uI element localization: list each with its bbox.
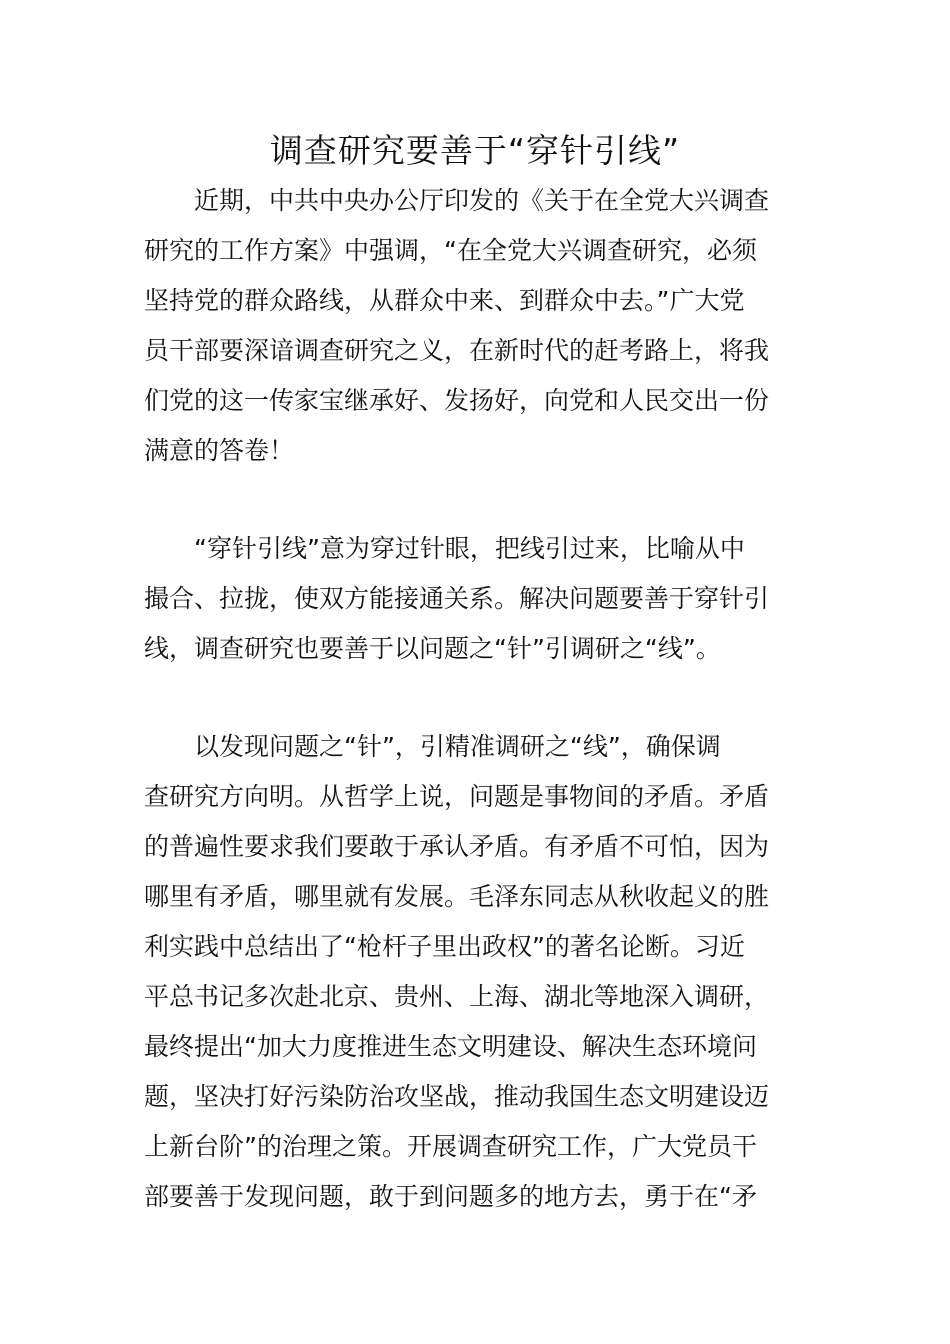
paragraph-line: 撮合、拉拢，使双方能接通关系。解决问题要善于穿针引 [144, 584, 770, 613]
paragraph-line: “穿针引线”意为穿过针眼，把线引过来，比喻从中 [194, 534, 745, 563]
paragraph-1 [144, 176, 814, 476]
paragraph-line: 以发现问题之“针”，引精准调研之“线”，确保调 [194, 732, 721, 761]
paragraph-line: 利实践中总结出了“枪杆子里出政权”的著名论断。习近 [144, 932, 745, 961]
document-title: 调查研究要善于“穿针引线” [269, 131, 681, 170]
paragraph-line: 们党的这一传家宝继承好、发扬好，向党和人民交出一份 [144, 386, 770, 415]
paragraph-line: 线，调查研究也要善于以问题之“针”引调研之“线”。 [144, 634, 721, 663]
paragraph-line: 上新台阶”的治理之策。开展调查研究工作，广大党员干 [144, 1132, 757, 1161]
paragraph-3 [144, 722, 814, 1222]
paragraph-line: 部要善于发现问题，敢于到问题多的地方去，勇于在“矛 [144, 1182, 757, 1211]
paragraph-line: 研究的工作方案》中强调，“在全党大兴调查研究，必须 [144, 236, 757, 265]
paragraph-line: 坚持党的群众路线，从群众中来、到群众中去。”广大党 [144, 286, 745, 315]
paragraph-line: 平总书记多次赴北京、贵州、上海、湖北等地深入调研， [144, 982, 770, 1011]
paragraph-line: 的普遍性要求我们要敢于承认矛盾。有矛盾不可怕，因为 [144, 832, 770, 861]
paragraph-line: 满意的答卷！ [144, 436, 295, 465]
paragraph-line: 题，坚决打好污染防治攻坚战，推动我国生态文明建设迈 [144, 1082, 770, 1111]
paragraph-line: 哪里有矛盾，哪里就有发展。毛泽东同志从秋收起义的胜 [144, 882, 770, 911]
paragraph-line: 查研究方向明。从哲学上说，问题是事物间的矛盾。矛盾 [144, 782, 770, 811]
paragraph-line: 员干部要深谙调查研究之义，在新时代的赶考路上，将我 [144, 336, 770, 365]
paragraph-line: 近期，中共中央办公厅印发的《关于在全党大兴调查 [194, 186, 770, 215]
paragraph-2 [144, 524, 814, 674]
paragraph-line: 最终提出“加大力度推进生态文明建设、解决生态环境问 [144, 1032, 757, 1061]
